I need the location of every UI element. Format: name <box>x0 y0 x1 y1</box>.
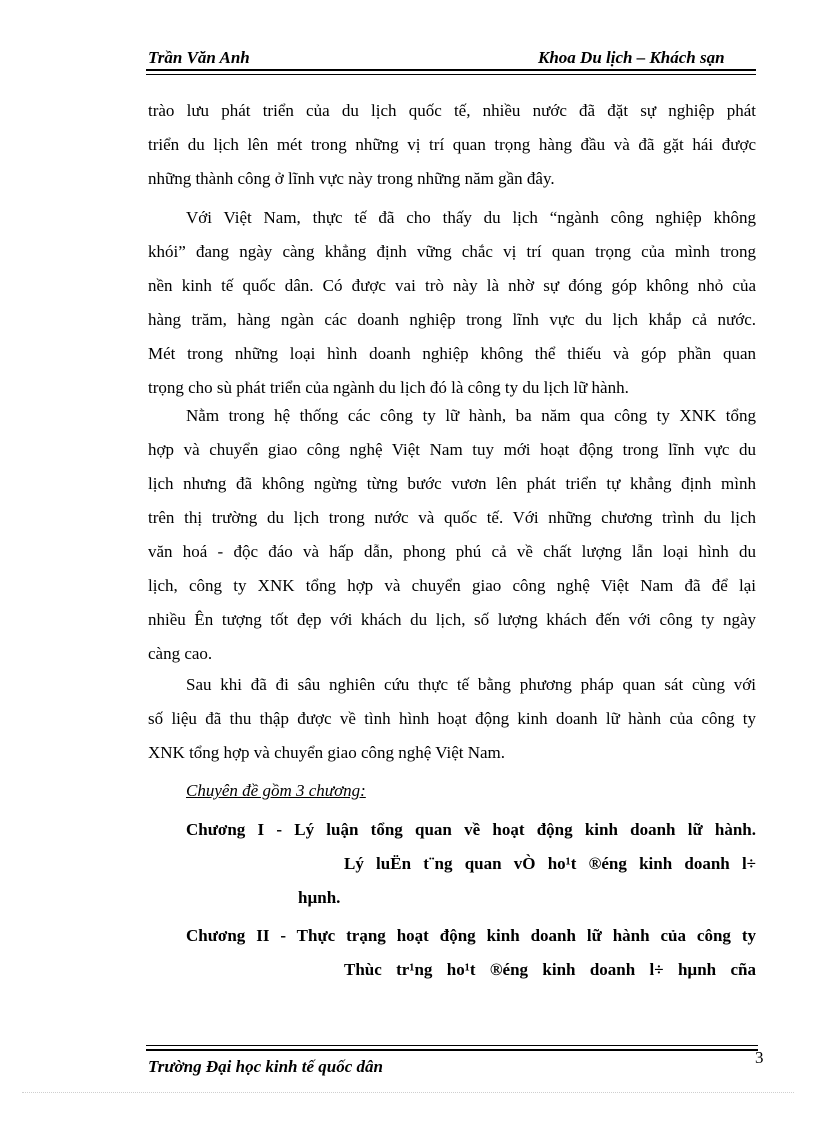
header-department: Khoa Du lịch – Khách sạn <box>538 48 725 67</box>
paragraph-line: hợp và chuyển giao công nghệ Việt Nam tuy mới hoạt động trong lĩnh vực du <box>148 440 756 459</box>
footer-rule-thin <box>146 1045 758 1046</box>
paragraph-line: nền kinh tế quốc dân. Có được vai trò này là nhờ sự đóng góp không nhỏ của <box>148 276 756 295</box>
header-author: Trần Văn Anh <box>148 48 250 67</box>
paragraph-line: Nằm trong hệ thống các công ty lữ hành, ba năm qua công ty XNK tổng <box>186 406 756 425</box>
page-number: 3 <box>755 1048 764 1067</box>
paragraph-line: lịch, công ty XNK tổng hợp và chuyển giao công nghệ Việt Nam đã để lại <box>148 576 756 595</box>
paragraph-line: Mét trong những loại hình doanh nghiệp không thể thiếu và góp phần quan <box>148 344 756 363</box>
paragraph-line: Với Việt Nam, thực tế đã cho thấy du lịch “ngành công nghiệp không <box>186 208 756 227</box>
paragraph-line: càng cao. <box>148 644 213 663</box>
footer-school: Trường Đại học kinh tế quốc dân <box>148 1057 383 1076</box>
chapter-2-title-legacy: Thùc tr¹ng ho¹t ®éng kinh doanh l÷ hµnh cña <box>344 960 756 979</box>
paragraph-line: khói” đang ngày càng khẳng định vững chắc vị trí quan trọng của mình trong <box>148 242 756 261</box>
paragraph-line: triển du lịch lên mét trong những vị trí quan trọng hàng đầu và đã gặt hái được <box>148 135 756 154</box>
chapter-2-title: Chương II - Thực trạng hoạt động kinh doanh lữ hành của công ty <box>186 926 756 945</box>
paragraph-line: lịch nhưng đã không ngừng từng bước vươn lên phát triển tự khẳng định mình <box>148 474 756 493</box>
paragraph-line: nhiều Ên tượng tốt đẹp với khách du lịch, số lượng khách đến với công ty ngày <box>148 610 756 629</box>
paragraph-2 <box>148 201 756 405</box>
paragraph-3 <box>148 399 756 671</box>
page-bottom-dotted-line <box>22 1092 794 1093</box>
footer-rule-thick <box>146 1049 758 1051</box>
paragraph-line: số liệu đã thu thập được về tình hình hoạt động kinh doanh lữ hành của công ty <box>148 709 756 728</box>
paragraph-line: trọng cho sù phát triển của ngành du lịch đó là công ty du lịch lữ hành. <box>148 378 629 397</box>
paragraph-1 <box>148 94 756 196</box>
paragraph-line: Sau khi đã đi sâu nghiên cứu thực tế bằng phương pháp quan sát cùng với <box>186 675 756 694</box>
chapters-heading: Chuyên đề gồm 3 chương: <box>186 781 366 800</box>
paragraph-line: trào lưu phát triển của du lịch quốc tế, nhiều nước đã đặt sự nghiệp phát <box>148 101 756 120</box>
paragraph-line: trên thị trường du lịch trong nước và quốc tế. Với những chương trình du lịch <box>148 508 756 527</box>
chapter-1-title: Chương I - Lý luận tổng quan về hoạt động kinh doanh lữ hành. <box>186 820 756 839</box>
paragraph-line: hàng trăm, hàng ngàn các doanh nghiệp trong lĩnh vực du lịch khắp cả nước. <box>148 310 756 329</box>
paragraph-line: XNK tổng hợp và chuyển giao công nghệ Việt Nam. <box>148 743 506 762</box>
chapter-1-title-legacy: Lý luËn t¨ng quan vÒ ho¹t ®éng kinh doanh l÷ <box>344 854 756 873</box>
chapter-1-title-legacy-end: hµnh. <box>298 888 341 907</box>
paragraph-line: văn hoá - độc đáo và hấp dẫn, phong phú cả về chất lượng lẫn loại hình du <box>148 542 756 561</box>
paragraph-4 <box>148 668 756 770</box>
header-rule-thin <box>146 74 756 75</box>
paragraph-line: những thành công ở lĩnh vực này trong những năm gần đây. <box>148 169 555 188</box>
header-rule-thick <box>146 69 756 71</box>
